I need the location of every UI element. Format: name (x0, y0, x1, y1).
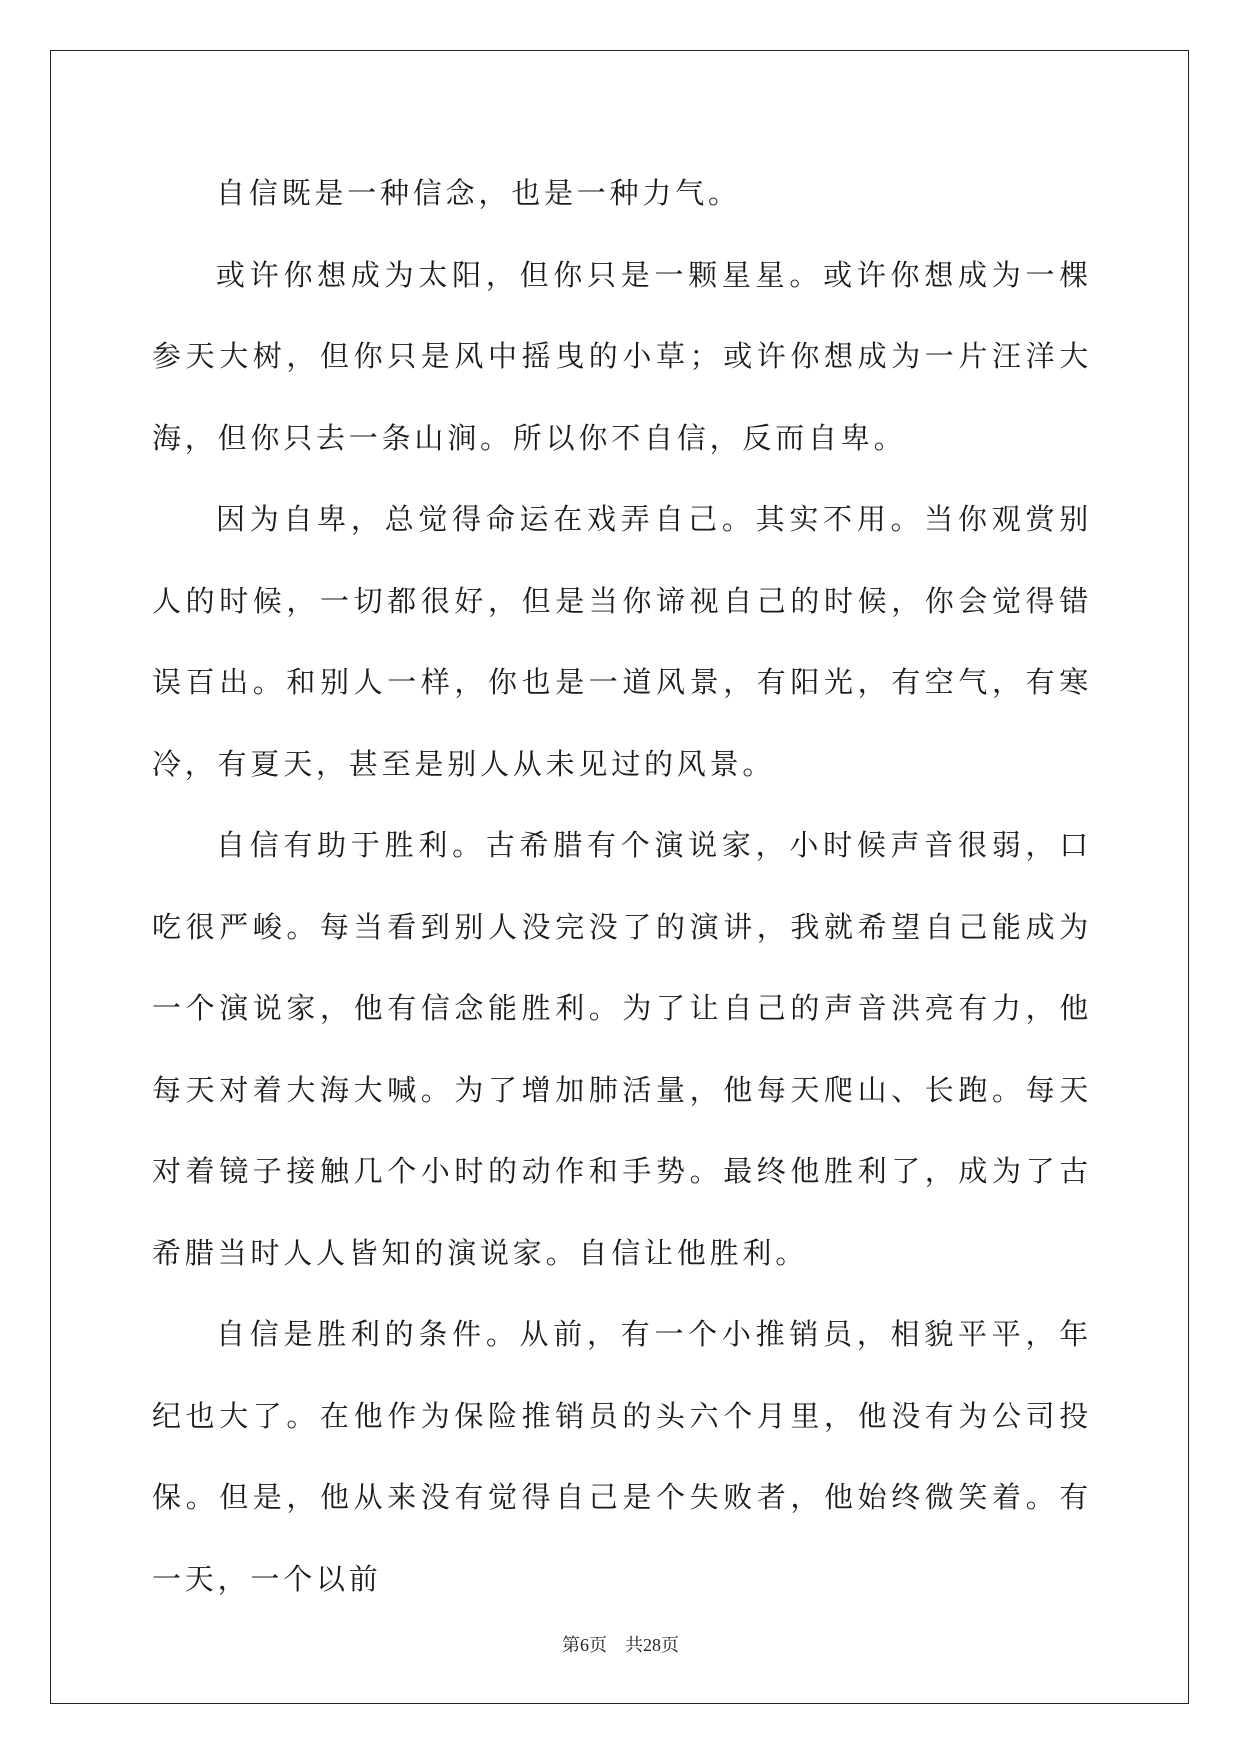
paragraph: 或许你想成为太阳，但你只是一颗星星。或许你想成为一棵参天大树，但你只是风中摇曳的小草；或许你想成为一片汪洋大海，但你只去一条山涧。所以你不自信，反而自卑。 (152, 257, 1092, 455)
paragraph: 自信有助于胜利。古希腊有个演说家，小时候声音很弱，口吃很严峻。每当看到别人没完没了的演讲，我就希望自己能成为一个演说家，他有信念能胜利。为了让自己的声音洪亮有力，他每天对着大海大喊。为了增加肺活量，他每天爬山、长跑。每天对着镜子接触几个小时的动作和手势。最终他胜利了，成为了古希腊当时人人皆知的演说家。自信让他胜利。 (152, 828, 1092, 1270)
current-page-number: 6 (580, 1635, 589, 1655)
document-body (152, 153, 1092, 1620)
total-pages-number: 28 (643, 1635, 661, 1655)
page-label-prefix: 第 (562, 1635, 580, 1655)
paragraph: 自信是胜利的条件。从前，有一个小推销员，相貌平平，年纪也大了。在他作为保险推销员的头六个月里，他没有为公司投保。但是，他从来没有觉得自己是个失败者，他始终微笑着。有一天，一个以前 (152, 1317, 1092, 1596)
page-footer (0, 1631, 1241, 1657)
page-label-suffix: 页 (589, 1635, 607, 1655)
total-label-suffix: 页 (661, 1635, 679, 1655)
paragraph: 因为自卑，总觉得命运在戏弄自己。其实不用。当你观赏别人的时候，一切都很好，但是当你谛视自己的时候，你会觉得错误百出。和别人一样，你也是一道风景，有阳光，有空气，有寒冷，有夏天，甚至是别人从未见过的风景。 (152, 502, 1092, 781)
paragraph: 自信既是一种信念，也是一种力气。 (216, 176, 741, 210)
total-label-prefix: 共 (625, 1635, 643, 1655)
